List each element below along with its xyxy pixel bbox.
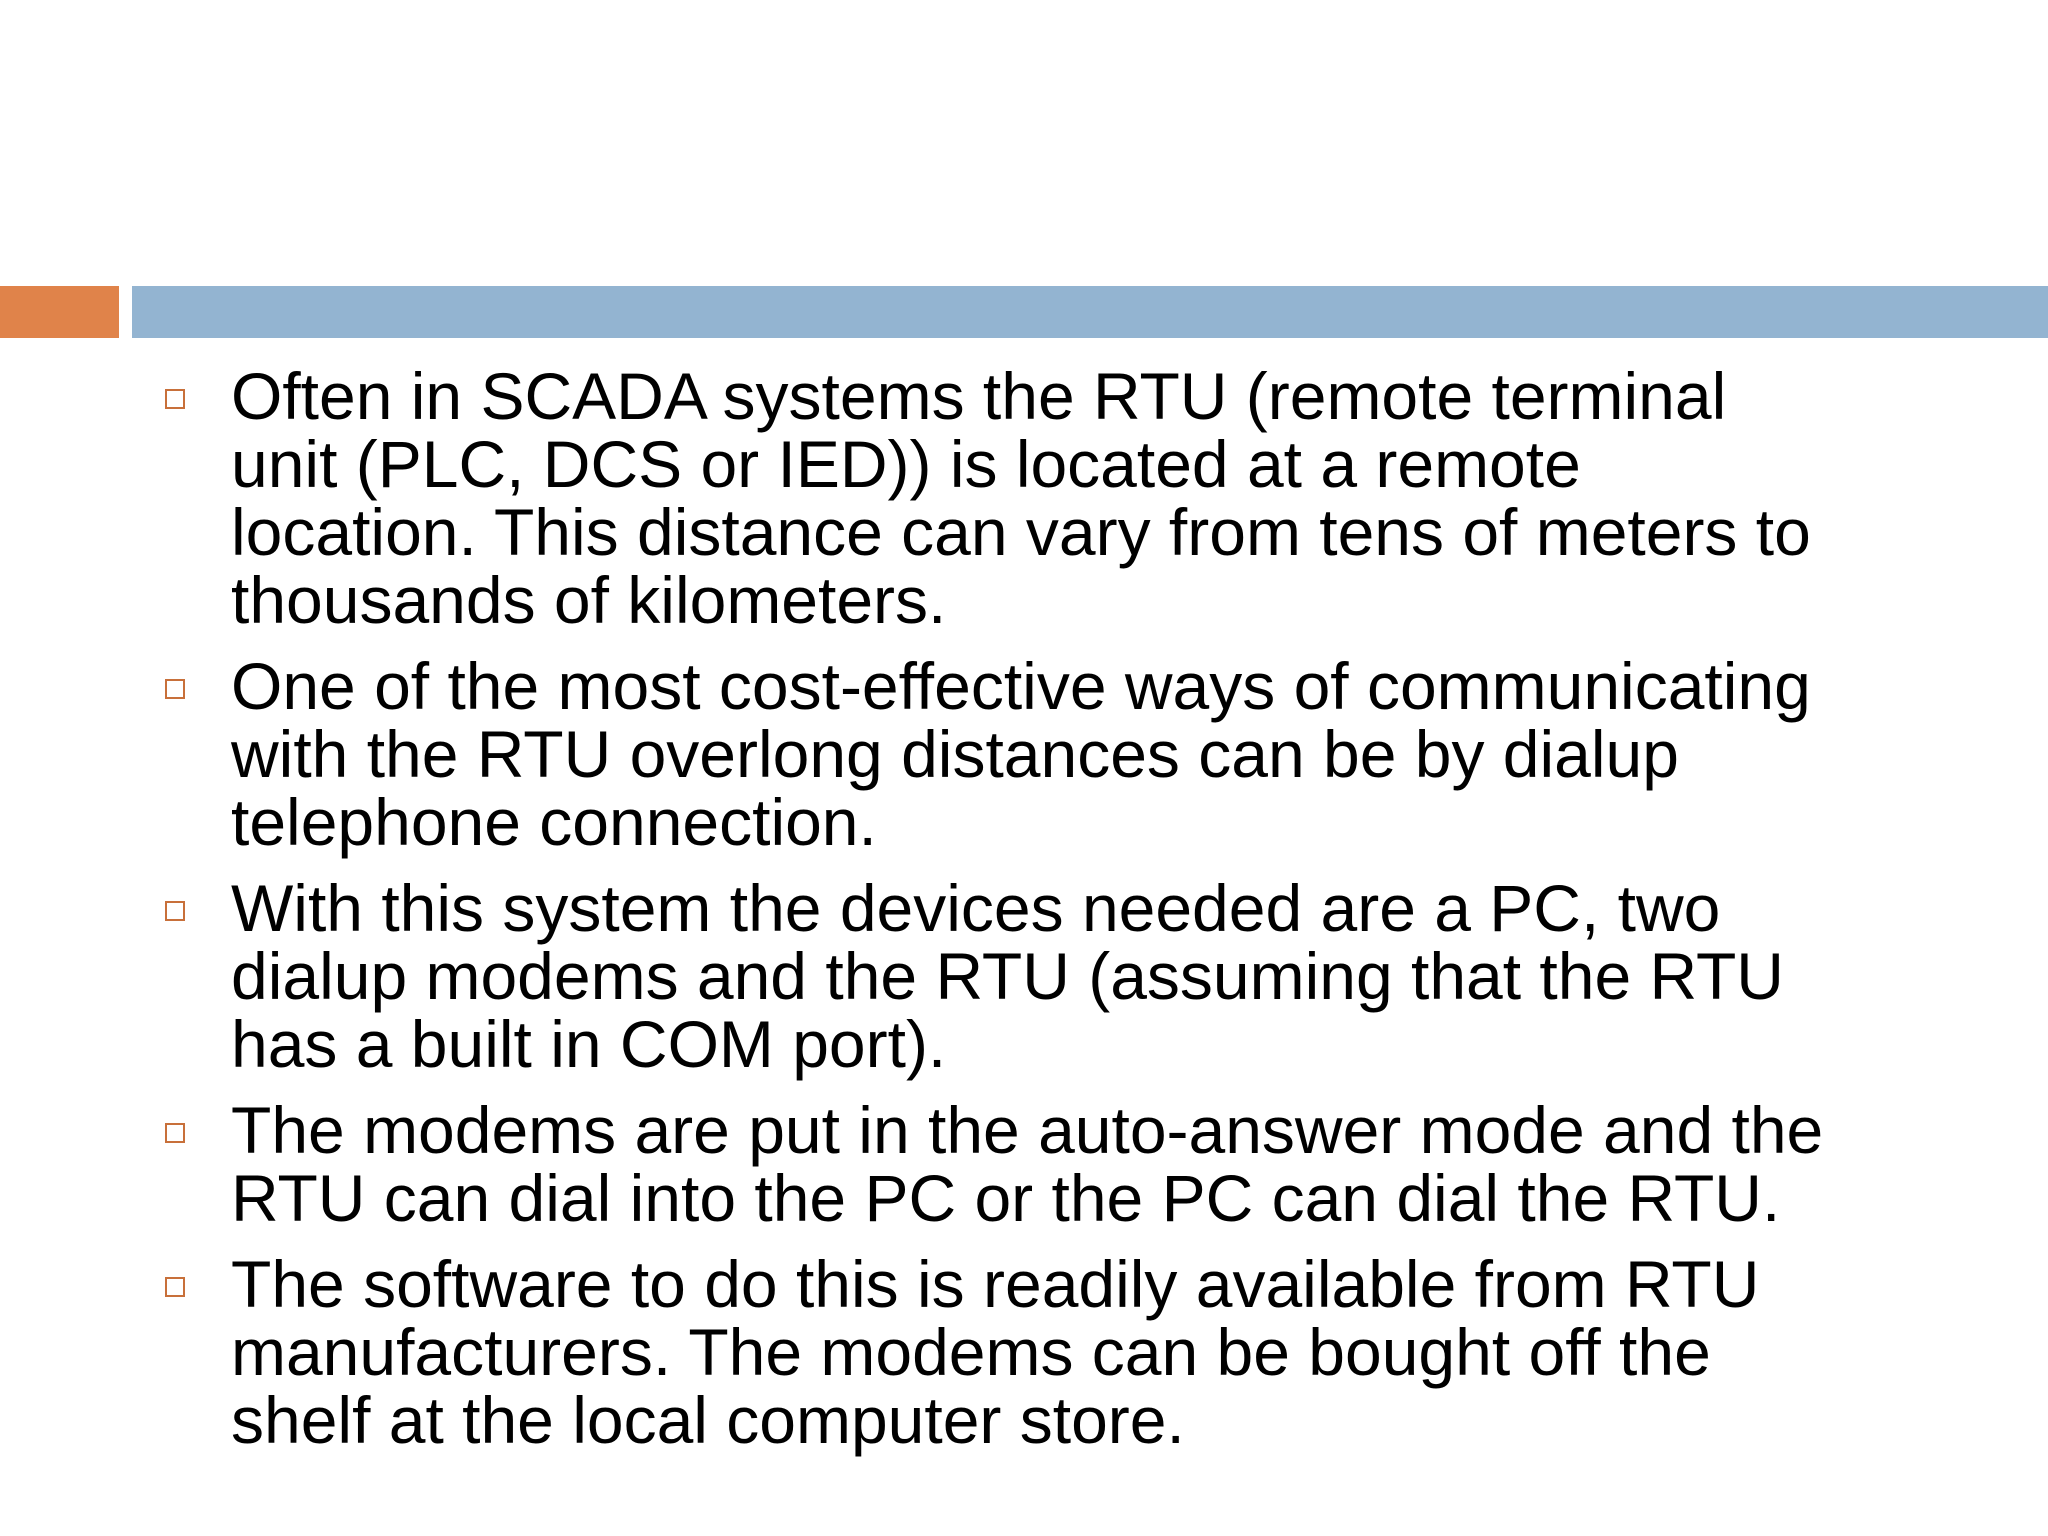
hollow-square-icon [165, 901, 185, 921]
hollow-square-icon [165, 1123, 185, 1143]
accent-bar-blue [132, 286, 2048, 338]
bullet-line: location. This distance can vary from tens of meters to [231, 495, 1811, 569]
accent-bar-orange [0, 286, 119, 338]
bullet-line: The modems are put in the auto-answer mode and the [231, 1093, 1824, 1167]
bullet-line: shelf at the local computer store. [231, 1383, 1185, 1457]
bullet-item [160, 871, 1960, 1081]
bullet-line: telephone connection. [231, 785, 877, 859]
bullet-text [231, 871, 1960, 1081]
bullet-text [231, 359, 1960, 637]
bullet-line: dialup modems and the RTU (assuming that the RTU [231, 939, 1784, 1013]
bullet-item [160, 359, 1960, 637]
bullet-list [160, 359, 1960, 1472]
bullet-line: RTU can dial into the PC or the PC can dial the RTU. [231, 1161, 1781, 1235]
bullet-line: The software to do this is readily available from RTU [231, 1247, 1760, 1321]
bullet-item [160, 1093, 1960, 1235]
bullet-line: Often in SCADA systems the RTU (remote terminal [231, 359, 1727, 433]
hollow-square-icon [165, 679, 185, 699]
bullet-text [231, 649, 1960, 859]
bullet-item [160, 649, 1960, 859]
bullet-line: One of the most cost-effective ways of communicating [231, 649, 1811, 723]
bullet-line: unit (PLC, DCS or IED)) is located at a remote [231, 427, 1581, 501]
bullet-text [231, 1247, 1960, 1457]
bullet-item [160, 1247, 1960, 1457]
bullet-line: with the RTU overlong distances can be by dialup [231, 717, 1679, 791]
hollow-square-icon [165, 1277, 185, 1297]
bullet-text [231, 1093, 1960, 1235]
bullet-line: manufacturers. The modems can be bought off the [231, 1315, 1711, 1389]
bullet-line: With this system the devices needed are a PC, two [231, 871, 1721, 945]
bullet-line: thousands of kilometers. [231, 563, 947, 637]
bullet-line: has a built in COM port). [231, 1007, 947, 1081]
hollow-square-icon [165, 389, 185, 409]
